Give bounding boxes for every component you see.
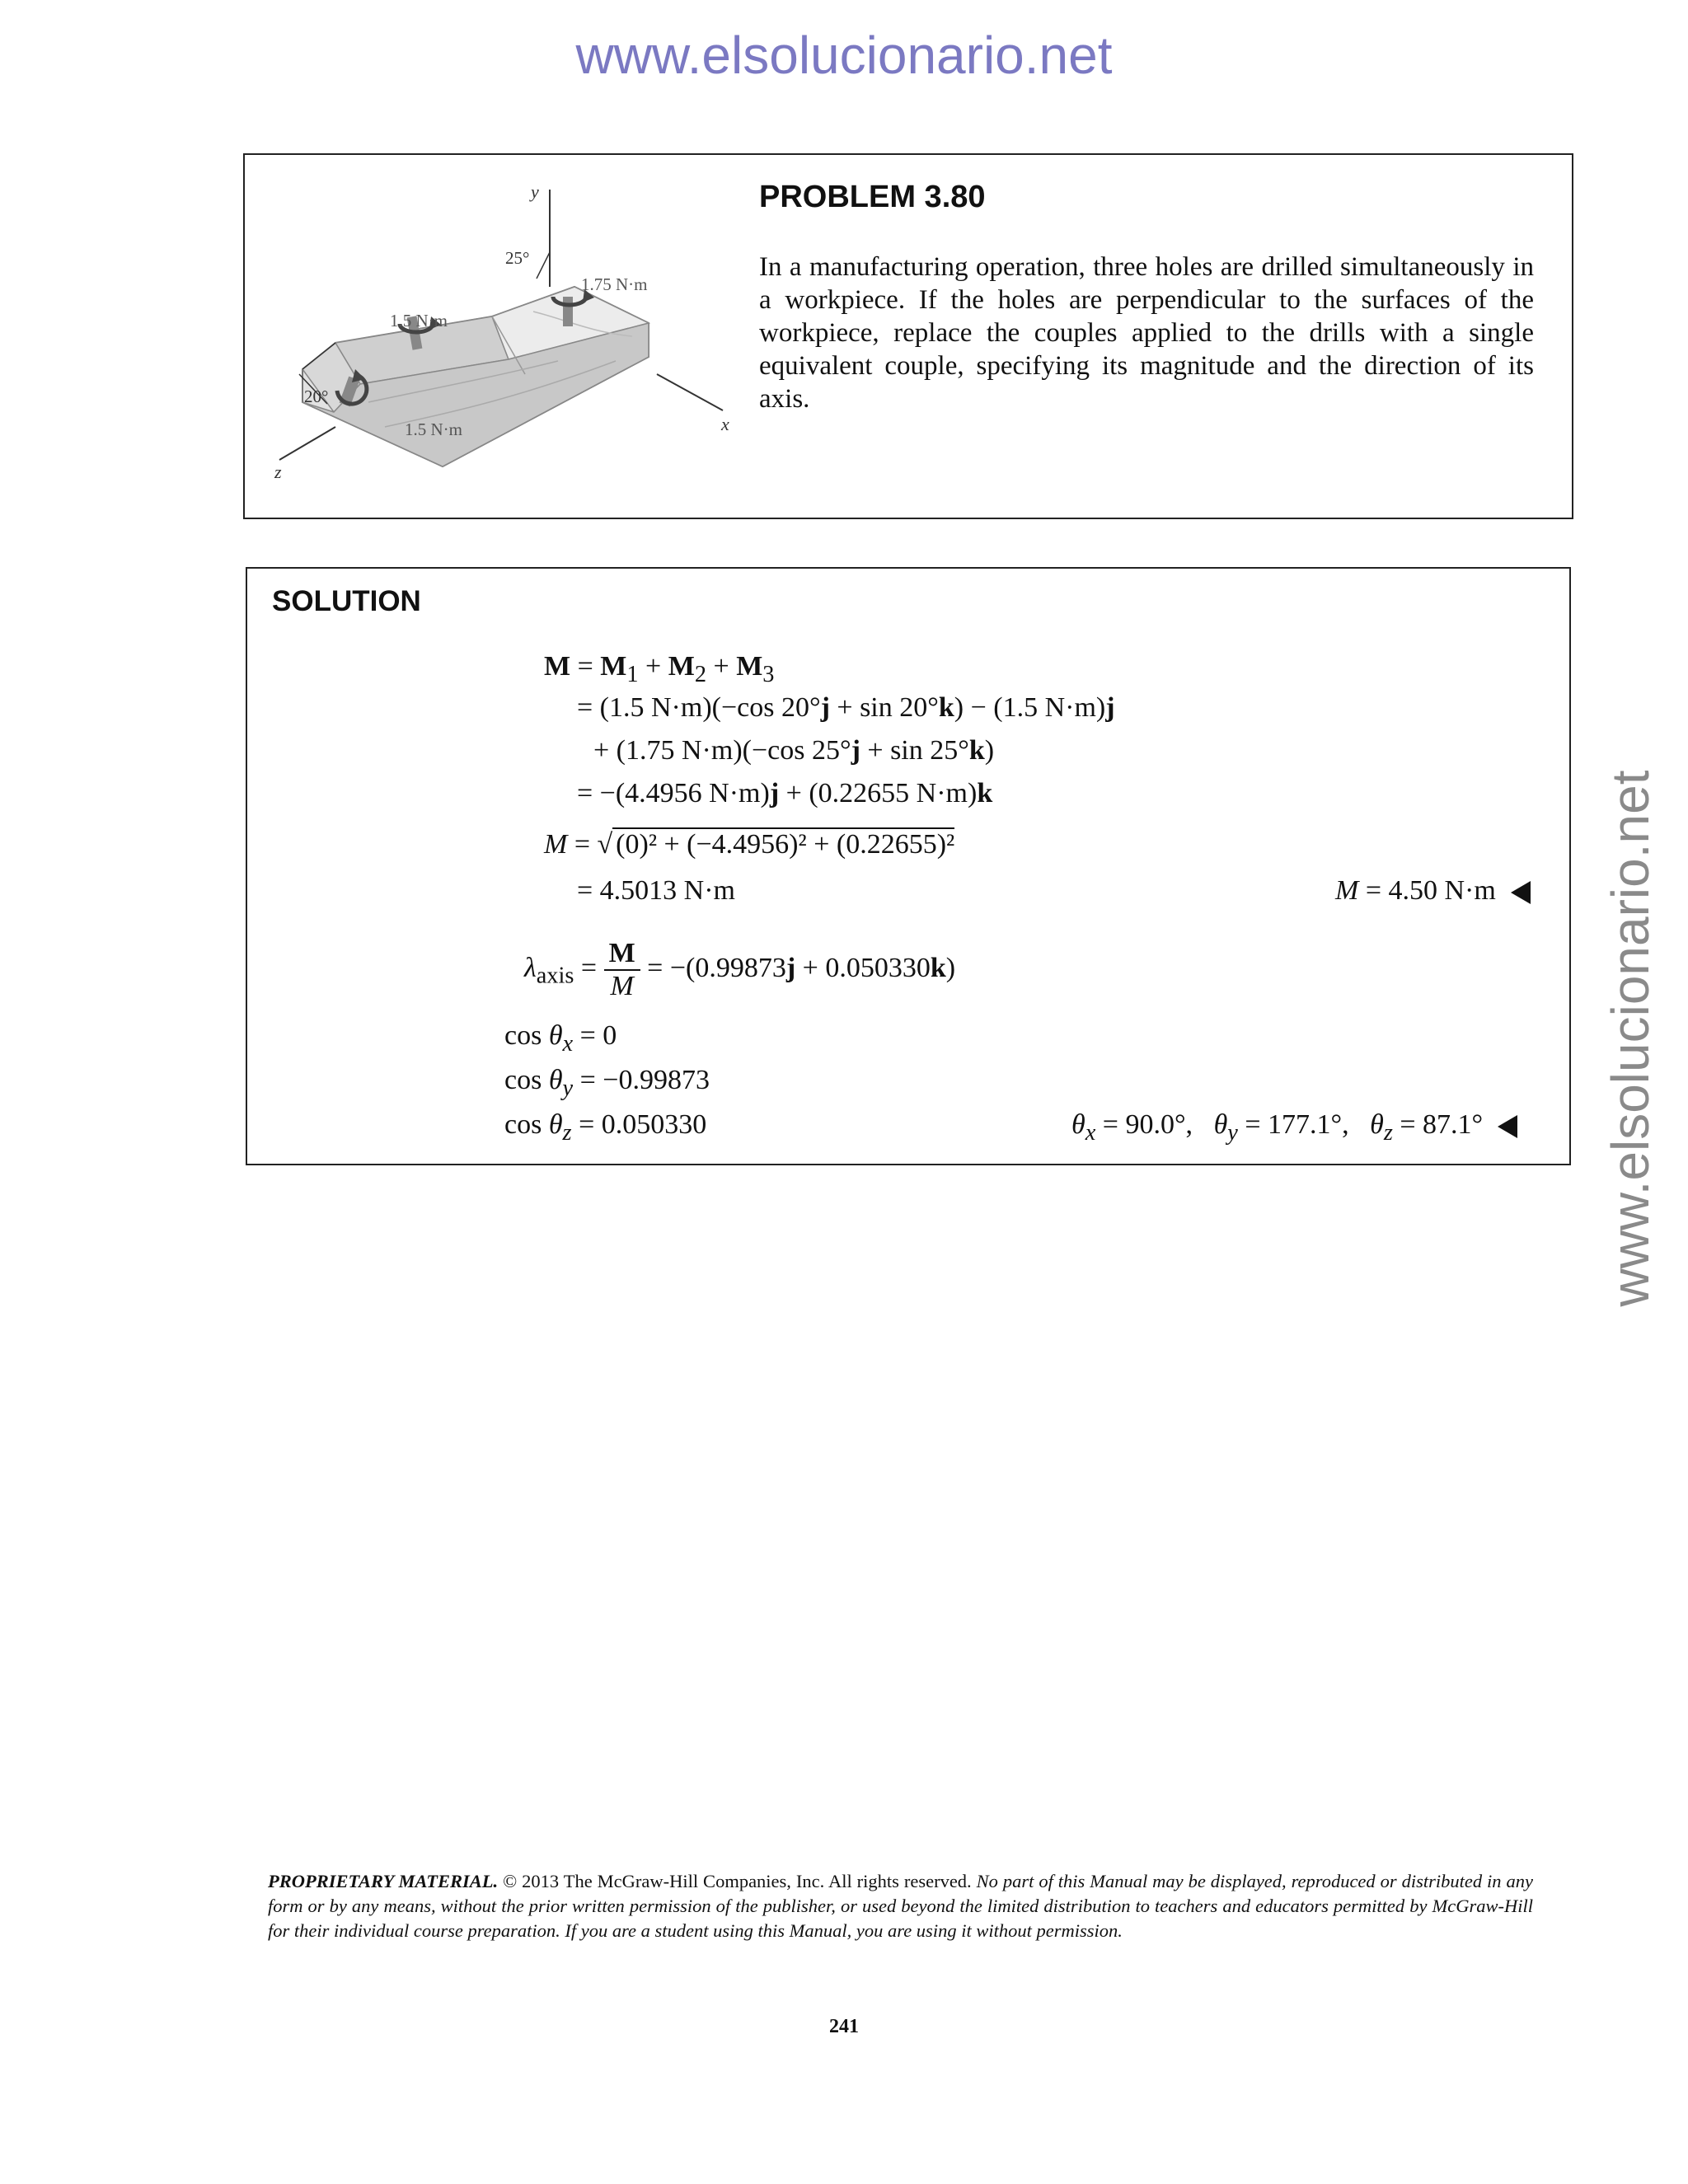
cos-theta-x: $\cos \theta_x = 0$ bbox=[504, 1020, 617, 1057]
couple-1-label: 1.5 N·m bbox=[390, 311, 448, 330]
watermark-side: www.elsolucionario.net bbox=[1601, 770, 1660, 1307]
axis-z-label: z bbox=[274, 462, 282, 482]
angle-25-label: 25° bbox=[505, 248, 530, 268]
solution-title: SOLUTION bbox=[272, 585, 421, 617]
cos-theta-y: $\cos \theta_y = -0.99873$ bbox=[504, 1065, 710, 1101]
couple-3-label: 1.75 N·m bbox=[581, 274, 648, 294]
axis-x-label: x bbox=[721, 414, 729, 434]
answer-marker-icon bbox=[1511, 881, 1531, 904]
equation-line-1: $M = M_1 + M_2 + M_3$ bbox=[544, 651, 775, 687]
answer-marker-icon bbox=[1498, 1115, 1517, 1138]
angles-answer: $\theta_x = 90.0^\circ$, $\theta_y = 177.1^\circ$, $\theta_z = 87.1^\circ$ bbox=[1071, 1109, 1517, 1146]
page-number: 241 bbox=[829, 2016, 859, 2037]
angle-20-label: 20° bbox=[304, 387, 329, 406]
equation-line-2: = (1.5 N·m)(−cos 20°j + sin 20°k) − (1.5 N·m)j bbox=[577, 692, 1115, 723]
axis-y-label: y bbox=[531, 181, 539, 202]
equation-line-3: + (1.75 N·m)(−cos 25°j + sin 25°k) bbox=[593, 735, 995, 766]
copyright-footer: PROPRIETARY MATERIAL. © 2013 The McGraw-Hill Companies, Inc. All rights reserved. No part of this Manual may be displayed, reproduced or distributed in any form or by any means, without the prior written permission of the publisher, or used beyond the limited distribution to teachers and educators permitted by McGraw-Hill for their individual course preparation. If you are a student using this Manual, you are using it without permission. bbox=[268, 1871, 1533, 1941]
problem-text: In a manufacturing operation, three holes are drilled simultaneously in a workpiece. If the holes are perpendicular to the surfaces of the workpiece, replace the couples applied to the drills with a single equivalent couple, specifying its magnitude and the direction of its axis. bbox=[759, 252, 1534, 414]
solution-box bbox=[246, 567, 1571, 1165]
magnitude-answer: M = 4.50 N·m bbox=[1335, 875, 1531, 907]
magnitude-value: = 4.5013 N·m bbox=[577, 875, 735, 906]
problem-title: PROBLEM 3.80 bbox=[759, 180, 986, 214]
cos-theta-z: $\cos \theta_z = 0.050330$ bbox=[504, 1109, 707, 1146]
watermark-top: www.elsolucionario.net bbox=[575, 26, 1113, 85]
equation-line-4: = −(4.4956 N·m)j + (0.22655 N·m)k bbox=[577, 778, 993, 808]
unit-vector-equation: $\lambda_{axis}$ = $\frac{M}{M}$ = −(0.99873j + 0.050330k) bbox=[524, 938, 956, 1001]
workpiece-figure bbox=[245, 155, 739, 518]
problem-box bbox=[243, 153, 1573, 519]
couple-2-label: 1.5 N·m bbox=[405, 419, 462, 439]
magnitude-equation: M = √ (0)² + (−4.4956)² + (0.22655)² bbox=[544, 829, 955, 860]
